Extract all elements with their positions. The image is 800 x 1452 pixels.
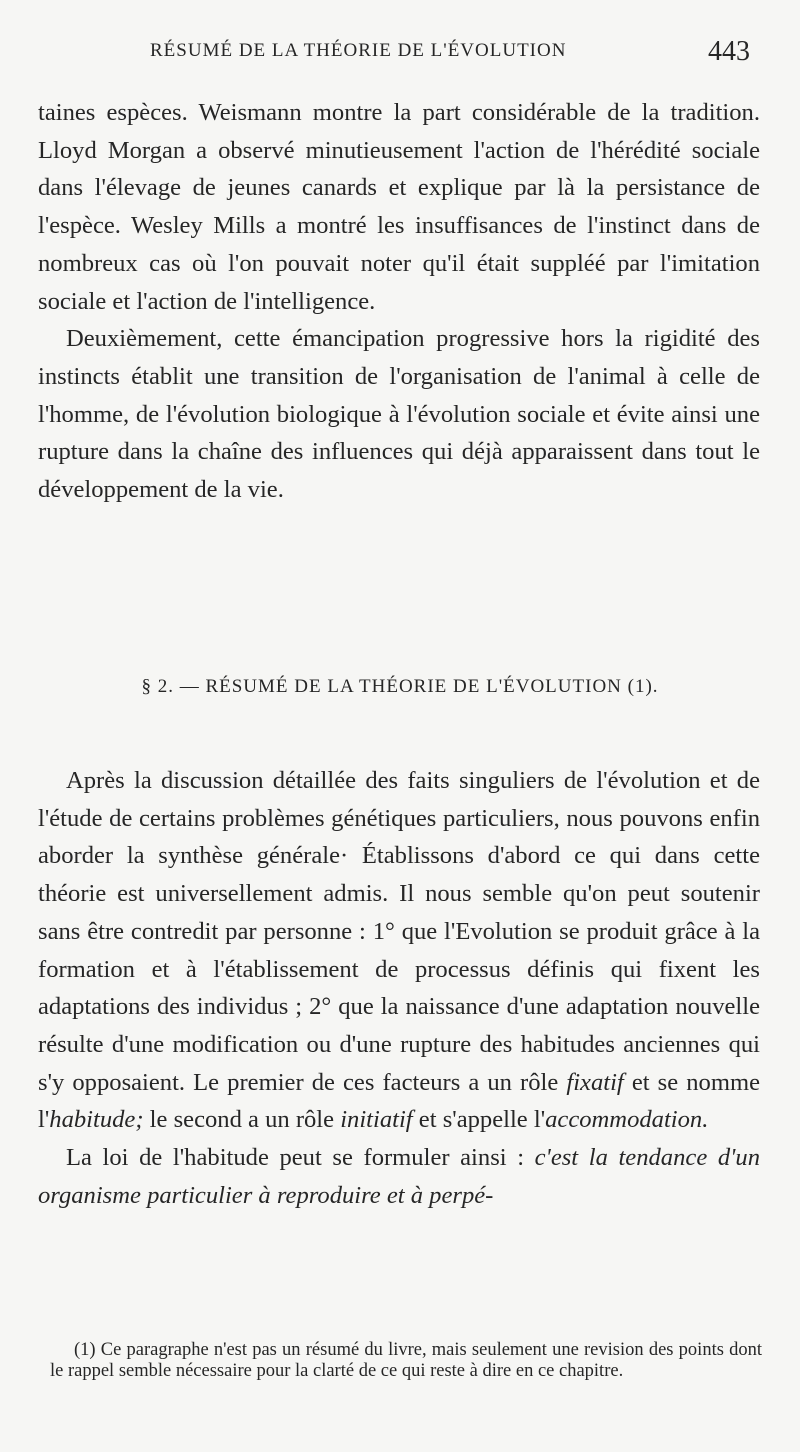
term-fixatif: fixatif: [566, 1068, 624, 1096]
running-title: RÉSUMÉ DE LA THÉORIE DE L'ÉVOLUTION: [150, 40, 567, 61]
page-number: 443: [708, 36, 750, 67]
term-accommodation: accommodation.: [545, 1106, 709, 1134]
paragraph-loi-text: La loi de l'habitude peut se formuler ainsi :: [66, 1144, 535, 1172]
text-block-upper: [38, 94, 760, 509]
section-heading: § 2. — RÉSUMÉ DE LA THÉORIE DE L'ÉVOLUTION (1).: [141, 676, 659, 697]
paragraph-continuation: taines espèces. Weismann montre la part considérable de la tradition. Lloyd Morgan a observé minutieusement l'action de l'hérédité sociale dans l'élevage de jeunes canards et explique par là la persistance de l'espèce. Wesley Mills a montré les insuffisances de l'instinct dans de nombreux cas où l'on pouvait noter qu'il était suppléé par l'imitation sociale et l'action de l'intelligence.: [38, 99, 760, 315]
paragraph-deuxiemement: Deuxièmement, cette émancipation progressive hors la rigidité des instincts établit une transition de l'organisation de l'animal à celle de l'homme, de l'évolution biologique à l'évolution sociale et évite ainsi une rupture dans la chaîne des influences qui déjà apparaissent dans tout le développement de la vie.: [38, 325, 760, 504]
paragraph-loi-habitude: [38, 1139, 760, 1214]
footnote-text: (1) Ce paragraphe n'est pas un résumé du livre, mais seulement une revision des points dont le rappel semble nécessaire pour la clarté de ce qui reste à dire en ce chapitre.: [50, 1340, 762, 1381]
paragraph-synthese-text-4: et s'appelle l': [412, 1106, 546, 1134]
running-head: [0, 36, 800, 76]
definition-italic: c'est la tendance d'un organisme particulier à reproduire et à perpé-: [38, 1144, 760, 1209]
paragraph-synthese-text-1: Après la discussion détaillée des faits singuliers de l'évolution et de l'étude de certains problèmes génétiques particuliers, nous pouvons enfin aborder la synthèse générale· Établissons d'abord ce qui dans cette théorie est universellement admis. Il nous semble qu'on peut soutenir sans être contredit par personne : 1° que l'Evolution se produit grâce à la formation et à l'établissement de processus définis qui fixent les adaptations des individus ; 2° que la naissance d'une adaptation nouvelle résulte d'une modification ou d'une rupture des habitudes anciennes qui s'y opposaient. Le premier de ces facteurs a un rôle: [38, 767, 760, 1096]
term-habitude: habitude;: [49, 1106, 144, 1134]
paragraph-synthese: [38, 762, 760, 1139]
paragraph-synthese-text-3: le second a un rôle: [143, 1106, 341, 1134]
term-initiatif: initiatif: [340, 1106, 413, 1134]
footnote: [50, 1340, 762, 1382]
text-block-lower: [38, 762, 760, 1214]
paragraph-synthese-text-2: et se nomme l': [38, 1068, 760, 1134]
